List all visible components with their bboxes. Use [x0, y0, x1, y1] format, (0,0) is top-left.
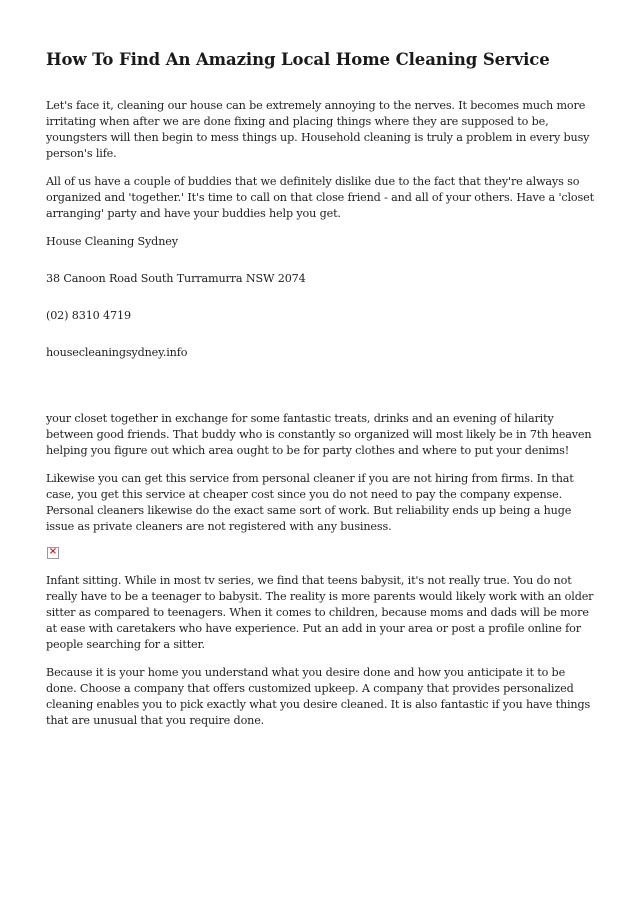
document-title: How To Find An Amazing Local Home Cleaning Service [46, 50, 550, 69]
document-page [46, 48, 594, 741]
business-name: House Cleaning Sydney [46, 235, 178, 248]
paragraph-closet: your closet together in exchange for some fantastic treats, drinks and an evening of hilarity between good friends. That buddy who is constantly so organized will most likely be in 7th heaven helping you figure out which area ought to be for party clothes and where to put your denims! [46, 412, 592, 457]
business-address: 38 Canoon Road South Turramurra NSW 2074 [46, 272, 306, 285]
blank-space [46, 373, 594, 411]
business-website: housecleaningsydney.info [46, 346, 188, 359]
broken-image-icon: × [48, 546, 58, 557]
paragraph-buddies: All of us have a couple of buddies that we definitely dislike due to the fact that they're always so organized and 'together.' It's time to call on that close friend - and all of your others. Have a 'closet arranging' party and have your buddies help you get. [46, 175, 594, 220]
paragraph-intro: Let's face it, cleaning our house can be extremely annoying to the nerves. It becomes much more irritating when after we are done fixing and placing things where they are supposed to be, youngsters will then begin to mess things up. Household cleaning is truly a problem in every busy person's life. [46, 99, 590, 160]
paragraph-customized: Because it is your home you understand what you desire done and how you anticipate it to be done. Choose a company that offers customized upkeep. A company that provides personalized cleaning enables you to pick exactly what you desire cleaned. It is also fantastic if you have things that are unusual that you require done. [46, 666, 591, 727]
business-phone: (02) 8310 4719 [46, 309, 131, 322]
paragraph-babysitting: Infant sitting. While in most tv series, we find that teens babysit, it's not really true. You do not really have to be a teenager to babysit. The reality is more parents would likely work with an older sitter as compared to teenagers. When it comes to children, because moms and dads will be more at ease with caretakers who have experience. Put an add in your area or post a profile online for people searching for a sitter. [46, 574, 594, 651]
paragraph-personal-cleaner: Likewise you can get this service from personal cleaner if you are not hiring from firms. In that case, you get this service at cheaper cost since you do not need to pay the company expense. Personal cleaners likewise do the exact same sort of work. But reliability ends up being a huge issue as private cleaners are not registered with any business. [46, 472, 574, 533]
